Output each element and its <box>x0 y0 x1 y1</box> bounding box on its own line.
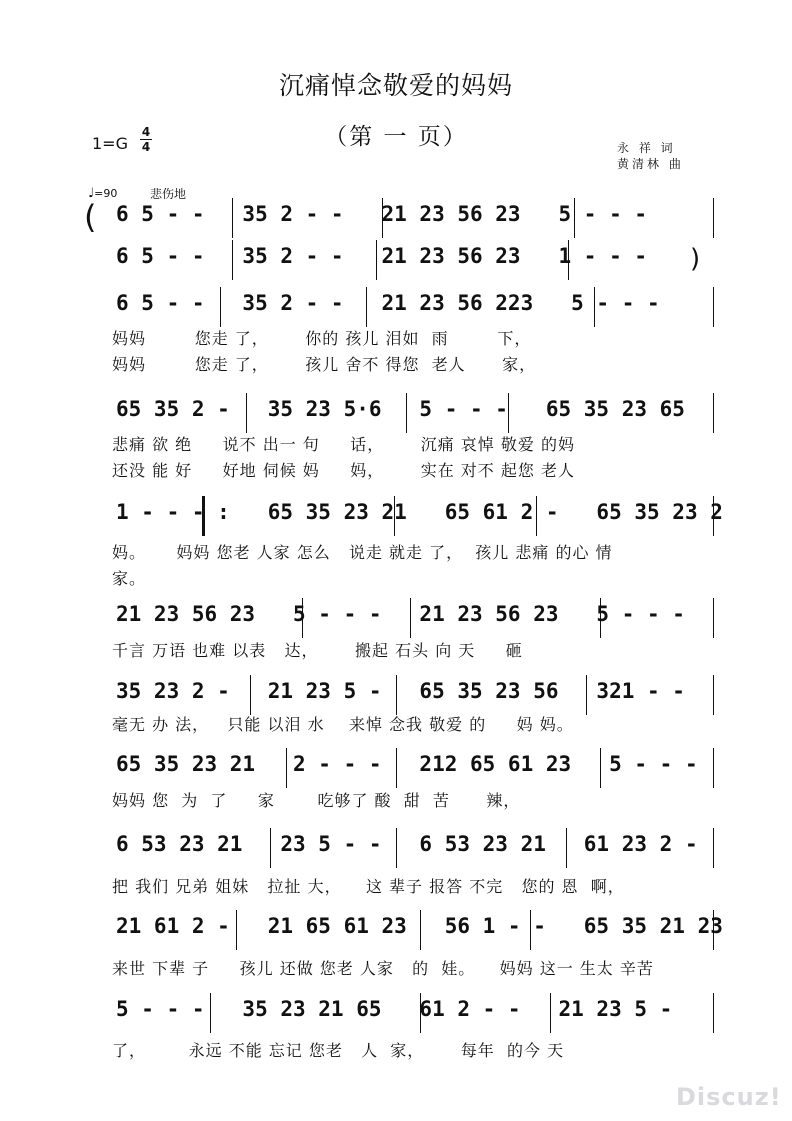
lyric-line-8: 毫无 办 法， 只能 以泪 水 来悼 念我 敬爱 的 妈 妈。 <box>112 715 574 734</box>
music-notes: 65 35 23 21 2 - - - 212 65 61 23 5 - - - <box>116 752 698 776</box>
music-line-3 <box>110 287 714 327</box>
music-notes: 6 5 - - 35 2 - - 21 23 56 23 5 - - - <box>116 202 648 226</box>
music-notes: 35 23 2 - 21 23 5 - 65 35 23 56 321 - - <box>116 679 685 703</box>
quarter-note-icon: ♩ <box>88 186 95 201</box>
music-notes: 6 5 - - 35 2 - - 21 23 56 223 5 - - - <box>116 291 660 315</box>
lyric-line-1: 妈妈 您走 了， 你的 孩儿 泪如 雨 下， <box>112 329 532 348</box>
lyric-line-10: 把 我们 兄弟 姐妹 拉扯 大， 这 辈子 报答 不完 您的 恩 啊， <box>112 877 625 896</box>
lyric-line-6: 家。 <box>112 569 147 588</box>
composer-credit: 黄清林 曲 <box>617 157 684 171</box>
music-notes: 21 61 2 - 21 65 61 23 56 1 - - 65 35 21 23 <box>116 914 723 938</box>
music-line-10 <box>110 910 723 950</box>
page-subtitle: （第 一 页） <box>324 124 468 150</box>
watermark-logo: Discuz! <box>676 1083 782 1111</box>
mood-marking: 悲伤地 <box>150 187 187 201</box>
song-title: 沉痛悼念敬爱的妈妈 <box>278 71 513 100</box>
lyric-line-3: 悲痛 欲 绝 说不 出一 句 话， 沉痛 哀悼 敬爱 的妈 <box>112 435 575 454</box>
music-notes: 6 53 23 21 23 5 - - 6 53 23 21 61 23 2 - <box>116 832 698 856</box>
repeat-brace-left: ( <box>84 198 97 236</box>
key-signature: 1=G <box>92 134 128 153</box>
music-line-4 <box>110 393 714 433</box>
music-line-6 <box>110 598 714 638</box>
music-line-7 <box>110 675 714 715</box>
music-line-2 <box>110 240 714 280</box>
time-signature <box>140 126 152 153</box>
lyric-line-11: 来世 下辈 子 孩儿 还做 您老 人家 的 娃。 妈妈 这一 生太 辛苦 <box>112 959 654 978</box>
music-line-8 <box>110 748 714 788</box>
music-notes: 1 - - - : 65 35 23 21 65 61 2 - 65 35 23 2 <box>116 500 723 524</box>
lyric-line-7: 千言 万语 也难 以表 达， 搬起 石头 向 天 砸 <box>112 641 523 660</box>
music-line-5 <box>110 496 723 536</box>
music-notes: 6 5 - - 35 2 - - 21 23 56 23 1 - - - <box>116 244 648 268</box>
time-signature-bottom: 4 <box>141 140 151 154</box>
repeat-brace-right: ) <box>690 244 701 274</box>
lyricist-credit: 永 祥 词 <box>617 141 676 155</box>
music-notes: 21 23 56 23 5 - - - 21 23 56 23 5 - - - <box>116 602 685 626</box>
music-line-11 <box>110 993 714 1033</box>
music-line-9 <box>110 828 714 868</box>
lyric-line-2: 妈妈 您走 了， 孩儿 舍不 得您 老人 家， <box>112 355 537 374</box>
tempo-value: =90 <box>94 187 118 200</box>
music-notes: 65 35 2 - 35 23 5·6 5 - - - 65 35 23 65 <box>116 397 685 421</box>
lyric-line-12: 了， 永远 不能 忘记 您老 人 家， 每年 的今 天 <box>112 1041 565 1060</box>
lyric-line-4: 还没 能 好 好地 伺候 妈 妈， 实在 对不 起您 老人 <box>112 461 575 480</box>
time-signature-top: 4 <box>141 125 151 139</box>
music-notes: 5 - - - 35 23 21 65 61 2 - - 21 23 5 - <box>116 997 673 1021</box>
lyric-line-5: 妈。 妈妈 您老 人家 怎么 说走 就走 了， 孩儿 悲痛 的心 情 <box>112 543 613 562</box>
lyric-line-9: 妈妈 您 为 了 家 吃够了 酸 甜 苦 辣， <box>112 791 521 810</box>
music-line-1 <box>110 198 714 238</box>
